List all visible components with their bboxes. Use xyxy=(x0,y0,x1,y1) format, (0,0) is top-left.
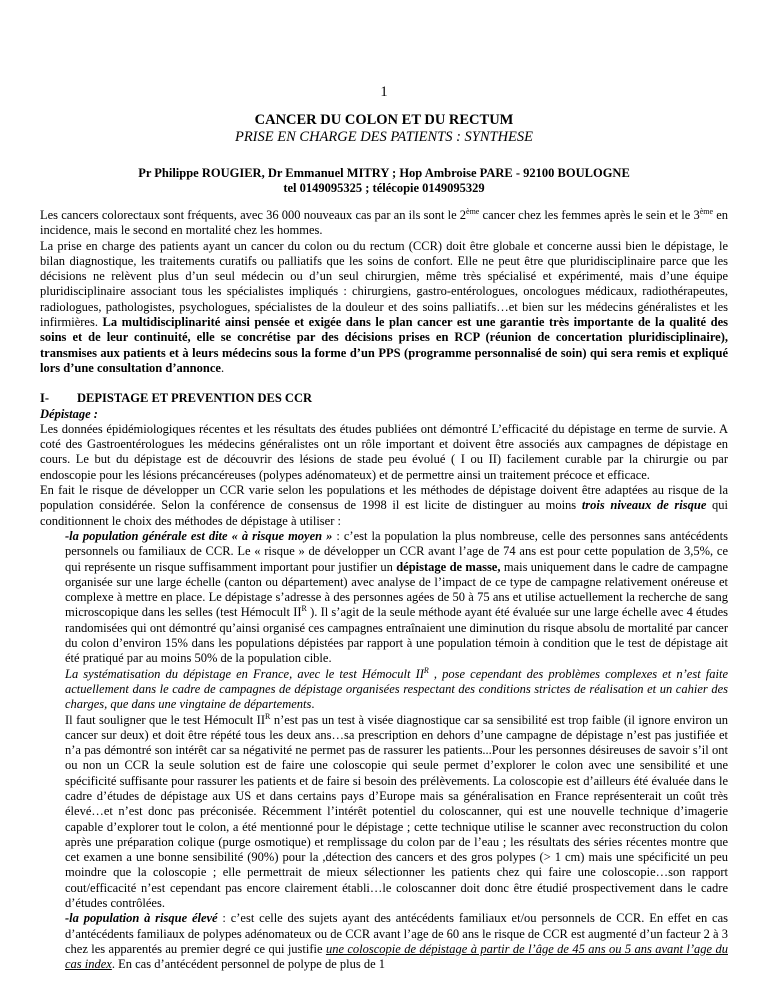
depistage-paragraph-1: Les données épidémiologiques récentes et les résultats des études publiées ont démontré L’efficacité du dépistage en terme de survie. A coté des Gastroentérologues les médecins généralistes ont un rôle important et doivent être associés aux campagnes de dépistage en cours. Le but du dépistage est de découvrir des lésions de stade peu évolué ( I ou II) facilement curable par la chirurgie ou par endoscopie pour les lésions précancéreuses (polypes adénomateux) et de permettre ainsi un traitement précoce et efficace. xyxy=(40,421,728,482)
authors-block xyxy=(40,166,728,196)
risk-moyen-paragraph: -la population générale est dite « à risque moyen » : c’est la population la plus nombreuse, celle des personnes sans antécédents personnels ou familiaux de CCR. Le « risque » de développer un CCR avant l’age de 74 ans est pour cette population de 3,5%, ce qui représente un risque suffisamment important pour justifier un dépistage de masse, mais uniquement dans le cadre de campagne organisée sur une large échelle (canton ou département) avec analyse de l’impact de ce type de campagne relativement onéreuse et complexe à mettre en place. Le dépistage s’adresse à des personnes agées de 50 à 75 ans et utilise actuellement la recherche de sang microscopique dans les selles (test Hémocult $II^R$ ). Il s’agit de la seule méthode ayant été évaluée sur une large échelle avec 4 études randomisées qui ont démontré qu’ainsi organisé ces campagnes entraînaient une diminution du risque absolu de mortalité par cancer du colon d’environ 15% dans les populations dépistées par rapport à une population témoin à condition que le test de dépistage ait été pratiqué par au moins 50% de la population cible. xyxy=(65,528,728,666)
hemocult-paragraph: Il faut souligner que le test Hémocult $II^R$ n’est pas un test à visée diagnostique car sa sensibilité est trop faible (il ignore environ un cancer sur deux) et doit être répété tous les deux ans…sa prescription en dehors d’une campagne de dépistage n’est pas justifiée et n’a pas démontré son intérêt car sa négativité ne permet pas de rassurer les patients...Pour les personnes désireuses de savoir s’il ont ou non un CCR la seule solution est de faire une coloscopie qui seule permet d’explorer le colon avec une sensibilité et une spécificité suffisante pour rassurer les patients et de faire si besoin des prélèvements. La coloscopie est d’ailleurs été évaluée dans le cadre d’études de dépistage aux US et dans certains pays d’Europe mais sa généralisation en France représenterait un coût très élevé…et n’est donc pas préconisée. Récemment l’intérêt potentiel du coloscanner, qui est une nouvelle technique d’imagerie capable d’explorer tout le colon, a été mentionné pour le dépistage ; cette technique utilise le scanner avec reconstruction du colon après une préparation colique (purge osmotique) et remplissage du colon par de l’eau ; les résultats des séries récentes montre que cet examen a une bonne sensibilité (90%) pour la ,détection des cancers et des gros polypes (> 1 cm) mais une spécificité un peu moindre que la coloscopie ; elle permettrait de mieux sélectionner les patients chez qui faire une coloscopie…son rapport cout/efficacité n’est cependant pas encore clairement établi…le coloscanner doit donc être étudié prospectivement dans le cadre d’études contrôlées. xyxy=(65,711,728,911)
authors-line: Pr Philippe ROUGIER, Dr Emmanuel MITRY ; Hop Ambroise PARE - 92100 BOULOGNE xyxy=(138,166,630,180)
section-heading: I- DEPISTAGE ET PREVENTION DES CCR xyxy=(40,391,313,406)
intro-paragraph-1: Les cancers colorectaux sont fréquents, avec 36 000 nouveaux cas par an ils sont le 2ème cancer chez les femmes après le sein et le 3ème en incidence, mais le second en mortalité chez les hommes. xyxy=(40,206,729,238)
risk-levels-block xyxy=(40,529,728,973)
systematisation-paragraph: La systématisation du dépistage en France, avec le test Hémocult $II^R$ , pose cependant des problèmes complexes et n’est faite actuellement dans le cadre de campagnes de dépistage organisées respectant des conditions strictes de réalisation et un cahier des charges, que dans une vingtaine de départements. xyxy=(65,665,728,712)
contact-line: tel 0149095325 ; télécopie 0149095329 xyxy=(283,181,485,195)
risk-eleve-paragraph: -la population à risque élevé : c’est celle des sujets ayant des antécédents familiaux et/ou personnels de CCR. En effet en cas d’antécédents familiaux de polypes adénomateux ou de CCR avant l’age de 60 ans le risque de CCR est augmenté d’un facteur 2 à 3 chez les apparentés au premier degré ce qui justifie une coloscopie de dépistage à partir de l’âge de 45 ans ou 5 ans avant l’age du cas index. En cas d’antécédent personnel de polype de plus de 1 xyxy=(65,911,728,972)
document-title: CANCER DU COLON ET DU RECTUM xyxy=(254,112,514,128)
page-number: 1 xyxy=(380,84,388,100)
intro-paragraph-2: La prise en charge des patients ayant un cancer du colon ou du rectum (CCR) doit être globale et concerne aussi bien le dépistage, le bilan diagnostique, les traitements curatifs ou palliatifs que les soins de confort. Elle ne peut être que pluridisciplinaire parce que les décisions ne relèvent plus d’un seul médecin ou d’un seul chirurgien, même très spécialisé et expérimenté, mais d’une équipe pluridisciplinaire associant tous les spécialistes impliqués : chirurgiens, gastro-entérologues, oncologues médicaux, radiothérapeutes, radiologues, pathologistes, psychologues, spécialistes de la douleur et des soins palliatifs…et bien sur les médecins généralistes et les infirmières. La multidisciplinarité ainsi pensée et exigée dans le plan cancer est une garantie très importante de la qualité des soins et de leur continuité, elle se concrétise par des décisions prises en RCP (réunion de concertation pluridisciplinaire), transmises aux patients et à leurs médecins sous la forme d’un PPS (programme personnalisé de soin) qui sera remis et expliqué lors d’une consultation d’annonce. xyxy=(40,238,729,375)
document-subtitle: PRISE EN CHARGE DES PATIENTS : SYNTHESE xyxy=(234,129,534,145)
depistage-paragraph-2: En fait le risque de développer un CCR varie selon les populations et les méthodes de dépistage doivent être adaptées au risque de la population considérée. Selon la conférence de consensus de 1998 il est licite de distinguer au moins trois niveaux de risque qui conditionnent le choix des méthodes de dépistage à utiliser : xyxy=(40,483,728,528)
subheading-depistage: Dépistage : xyxy=(40,406,98,421)
